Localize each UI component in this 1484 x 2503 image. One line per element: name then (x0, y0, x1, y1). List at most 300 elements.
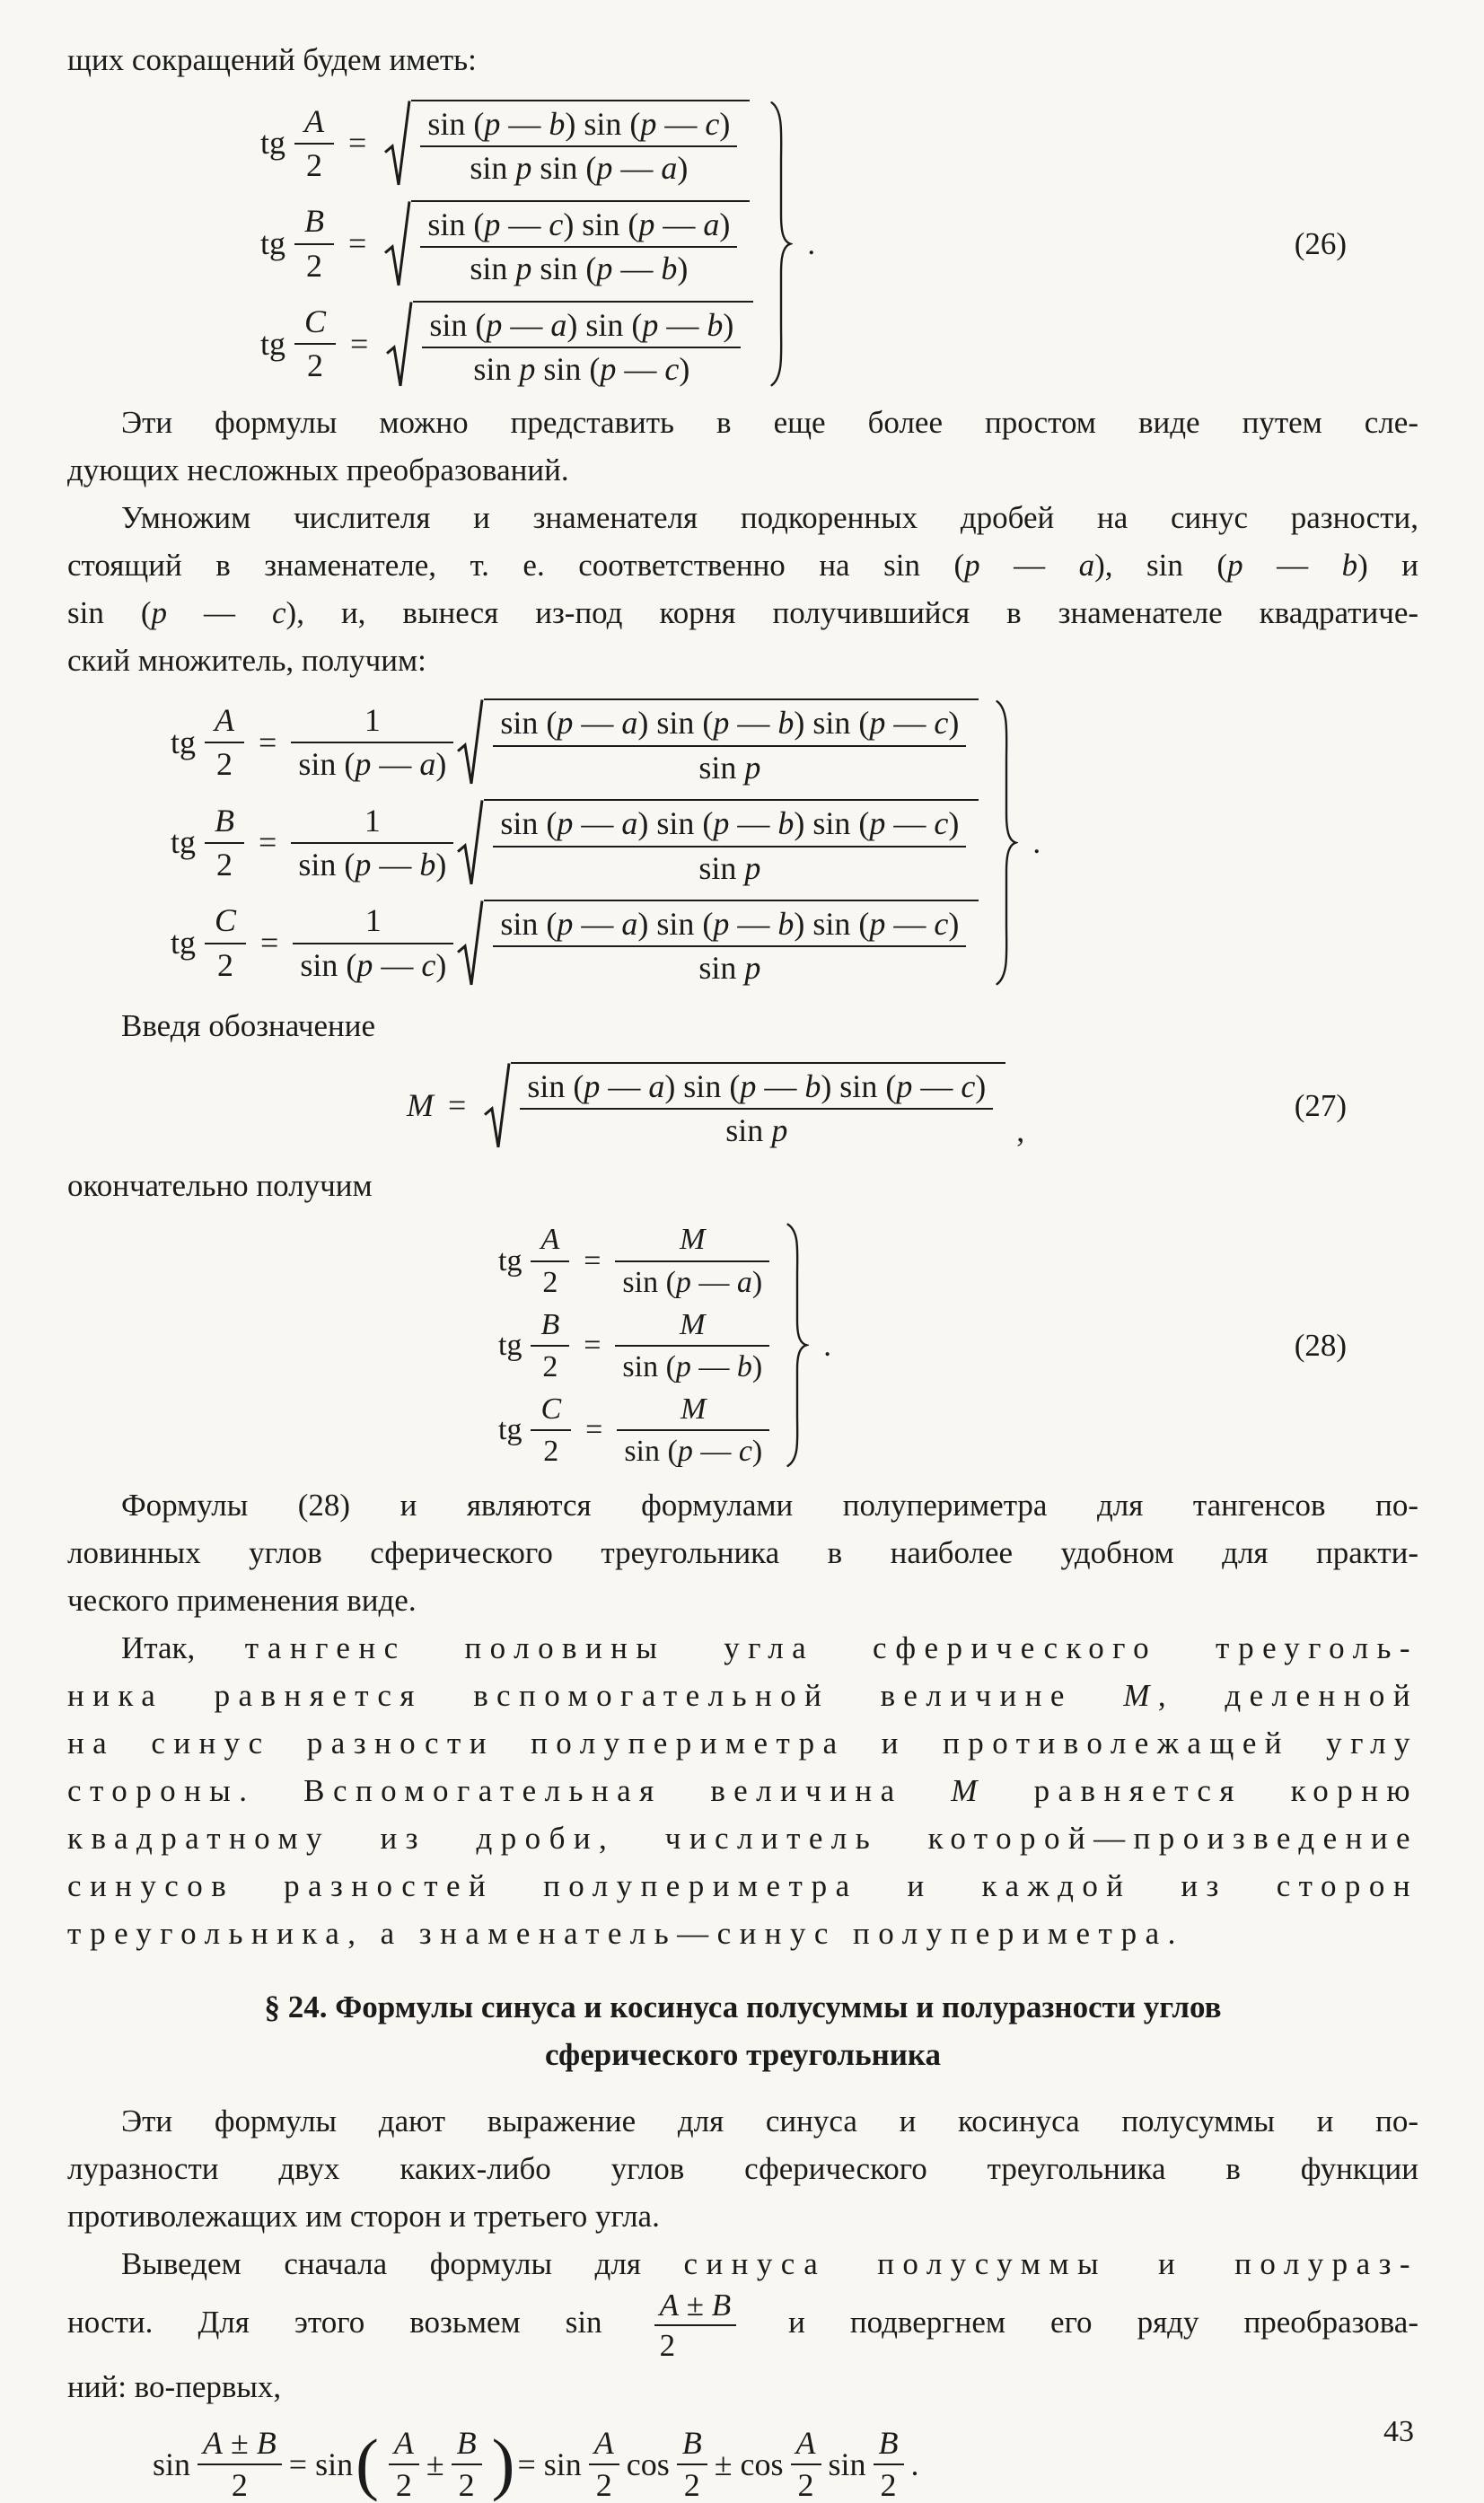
fraction (205, 902, 246, 984)
fraction (291, 702, 453, 784)
math-var: M (681, 1392, 707, 1426)
math-var: p (151, 595, 167, 631)
math-var: p (355, 746, 372, 783)
math-var: p (355, 847, 372, 883)
numerator: sin (p — a) sin (p — b) sin (p — c) (493, 906, 966, 947)
text-line (67, 494, 1418, 541)
math-var: c (934, 805, 949, 842)
denominator: sin p sin (p — a) (470, 150, 689, 187)
paragraph-itak-spaced (67, 1624, 1418, 1957)
equation-row (171, 799, 979, 887)
denominator: sin p sin (p — c) (473, 350, 690, 387)
text-run: ний: во-первых, (67, 2369, 282, 2405)
comma: , (1016, 1112, 1025, 1149)
numerator: C (294, 303, 336, 345)
math-var: b (707, 306, 724, 343)
text-run: ± cos (714, 2446, 784, 2482)
math-var: b (804, 1067, 821, 1104)
fraction (420, 106, 737, 188)
denominator: sin p (698, 950, 761, 987)
equation-block-27 (67, 1062, 1418, 1150)
text-line (67, 1719, 1418, 1767)
text-line (67, 36, 1418, 83)
math-var: M (680, 1223, 706, 1257)
text-run: на синус разности полупериметра и противолежащей углу (67, 1726, 1418, 1761)
math-var: b (549, 106, 566, 142)
fraction (520, 1068, 993, 1150)
equals-sign: = (348, 224, 367, 261)
math-var: b (736, 1349, 752, 1383)
math-var: c (664, 350, 680, 387)
denominator: sin (p — b) (622, 1349, 763, 1383)
numerator (615, 1222, 769, 1261)
paragraph-formulas28 (67, 1481, 1418, 1624)
math-var: p (896, 1067, 913, 1104)
math-var: B (878, 2425, 899, 2462)
denominator: 2 (458, 2466, 475, 2503)
math-var: b (1341, 548, 1358, 584)
paragraph-introducing (67, 1002, 1418, 1050)
text-run: . (910, 2446, 919, 2482)
math-var: p (356, 946, 373, 983)
text-run: ника равняется вспомогательной величине М, деленной (67, 1678, 1418, 1714)
denominator: 2 (217, 946, 234, 983)
equation-row (171, 900, 979, 988)
text-run: луразности двух каких-либо углов сферического треугольника в функции (67, 2151, 1418, 2187)
tg-function: tg (498, 1329, 522, 1363)
fraction (422, 307, 741, 389)
math-var: p (515, 250, 532, 287)
text-run: ческого применения виде. (67, 1583, 417, 1619)
numerator: B (205, 803, 244, 844)
text-run: Введя обозначение (121, 1007, 376, 1043)
denominator: 2 (595, 2466, 612, 2503)
math-var: p (713, 705, 730, 742)
text-line (67, 589, 1418, 637)
text-run: sin (828, 2446, 866, 2482)
math-var: М (951, 1773, 986, 1809)
radicand (511, 1062, 1005, 1150)
numerator: sin (p — a) sin (p — b) sin (p — c) (493, 705, 966, 746)
equals-sign: = (584, 1244, 602, 1278)
numerator: sin (p — a) sin (p — b) sin (p — c) (520, 1068, 993, 1110)
equation-row (260, 301, 753, 389)
text-line (67, 2363, 1418, 2411)
numerator (791, 2425, 821, 2464)
fraction (294, 303, 336, 385)
equation-row (260, 200, 753, 288)
radical-icon (457, 900, 484, 988)
numerator: sin (p — c) sin (p — a) (420, 206, 737, 248)
text-line (67, 1481, 1418, 1529)
denominator: sin (p — c) (624, 1434, 763, 1468)
text-line (67, 1984, 1418, 2032)
radicand (411, 100, 750, 188)
text-run: ловинных углов сферического треугольника в наиболее удобном для практи- (67, 1535, 1418, 1571)
text-line (67, 2032, 1418, 2079)
equation-stack (260, 100, 753, 388)
text-run: § 24. Формулы синуса и косинуса полусуммы и полуразности углов (264, 1989, 1222, 2025)
math-var: p (638, 206, 655, 242)
text-run: тангенс половины угла сферического треуголь- (244, 1630, 1418, 1666)
math-var: B (256, 2425, 277, 2462)
period: . (807, 225, 816, 261)
math-var: a (621, 805, 638, 842)
big-paren: ( (356, 2424, 379, 2502)
denominator: sin p (725, 1112, 788, 1149)
square-root (384, 100, 750, 188)
math-var: b (419, 847, 436, 883)
denominator: 2 (306, 146, 323, 183)
denominator: sin p (698, 849, 761, 886)
text-run: cos (626, 2446, 670, 2482)
numerator: 1 (291, 803, 453, 844)
right-brace-icon (786, 1222, 809, 1469)
text-line (67, 2240, 1418, 2288)
fraction (291, 803, 453, 884)
inline-fraction (874, 2425, 904, 2503)
square-root (457, 900, 979, 988)
math-var: p (1227, 548, 1243, 584)
text-run: треугольника, а знаменатель—синус полупериметра. (67, 1916, 1184, 1952)
math-var: p (515, 150, 532, 187)
denominator: sin (p — b) (298, 847, 447, 883)
text-run: противолежащих им сторон и третьего угла. (67, 2199, 660, 2235)
right-brace-icon (769, 100, 793, 388)
equation-row (407, 1062, 1024, 1150)
equation-block-middle (67, 698, 1418, 987)
numerator (677, 2425, 707, 2464)
equals-sign: = (259, 824, 277, 861)
numerator: 1 (291, 702, 453, 743)
text-line (67, 2097, 1418, 2145)
numerator: sin (p — b) sin (p — c) (420, 106, 737, 147)
radical-icon (457, 698, 484, 786)
denominator: 2 (307, 347, 324, 384)
denominator: 2 (880, 2466, 897, 2503)
math-var: c (421, 946, 436, 983)
inline-fraction (677, 2425, 707, 2503)
math-var: p (596, 150, 613, 187)
text-line (67, 1162, 1418, 1209)
fraction (531, 1222, 569, 1299)
math-var: p (484, 106, 501, 142)
math-var: B (711, 2288, 732, 2323)
math-var: p (642, 306, 659, 343)
text-run: синусов разностей полупериметра и каждой из сторон (67, 1868, 1418, 1904)
math-var: a (703, 206, 720, 242)
math-var: B (681, 2425, 702, 2462)
denominator: 2 (395, 2466, 412, 2503)
math-var: A (203, 2425, 224, 2462)
math-var: a (621, 705, 638, 742)
radicand (484, 698, 979, 786)
math-var: p (675, 1265, 691, 1299)
equation-final (153, 2425, 1418, 2503)
paragraph-these24 (67, 2097, 1418, 2240)
fraction (615, 1307, 769, 1384)
denominator: 2 (216, 847, 233, 883)
text-line (67, 1624, 1418, 1672)
denominator: sin (p — a) (298, 746, 447, 783)
text-run: стоящий в знаменателе, т. е. соответственно на sin (p — a), sin (p — b) и (67, 548, 1419, 584)
numerator: B (531, 1307, 569, 1347)
text-line (67, 1529, 1418, 1576)
numerator: A ± B (198, 2425, 282, 2464)
text-line (67, 1576, 1418, 1624)
fraction (293, 902, 453, 984)
text-run: квадратному из дроби, числитель которой—произведение (67, 1821, 1418, 1857)
denominator: 2 (306, 247, 323, 284)
math-var: p (713, 905, 730, 942)
inline-fraction (389, 2425, 419, 2503)
math-var: p (964, 548, 980, 584)
tg-function: tg (260, 125, 286, 162)
fraction (617, 1392, 769, 1469)
text-run: Эти формулы можно представить в еще более простом виде путем сле- (121, 405, 1418, 441)
period: . (1032, 825, 1041, 861)
text-line (67, 399, 1418, 446)
tg-function: tg (498, 1244, 522, 1278)
numerator: A (531, 1222, 569, 1261)
denominator: 2 (797, 2466, 814, 2503)
math-var: p (519, 350, 536, 387)
math-var: c (705, 106, 720, 142)
equals-sign: = (348, 125, 367, 162)
denominator: sin p (698, 749, 761, 786)
math-var: p (600, 350, 617, 387)
math-var: b (777, 905, 795, 942)
math-var: b (661, 250, 678, 287)
denominator: 2 (231, 2466, 248, 2503)
text-line (67, 637, 1418, 684)
numerator: sin (p — a) sin (p — b) sin (p — c) (493, 805, 966, 847)
math-var: b (777, 805, 795, 842)
text-run: и подвергнем его ряду преобразова- (743, 2305, 1418, 2341)
radical-icon (386, 301, 413, 389)
equation-stack (171, 698, 979, 987)
equation-label: (26) (1294, 225, 1347, 261)
square-root (457, 799, 979, 887)
radical-icon (384, 100, 411, 188)
fraction (420, 206, 737, 288)
numerator (615, 1307, 769, 1347)
text-line (67, 541, 1418, 589)
equation-row (498, 1222, 769, 1299)
inline-fraction (198, 2425, 282, 2503)
text-run: щих сокращений будем иметь: (67, 42, 477, 77)
fraction (531, 1307, 569, 1384)
page-number: 43 (1383, 2415, 1414, 2449)
text-run: sin (p — c), и, вынеся из-под корня получившийся в знаменателе квадратиче- (67, 595, 1419, 631)
text-run: стороны. Вспомогательная величина М равняется корню (67, 1773, 1418, 1809)
text-run: Эти формулы дают выражение для синуса и косинуса полусуммы и по- (121, 2103, 1418, 2139)
square-root (384, 200, 750, 288)
equals-sign: = (350, 325, 369, 362)
denominator: sin (p — c) (300, 946, 447, 983)
period: . (823, 1327, 831, 1363)
numerator: A ± B (654, 2288, 737, 2326)
inline-fraction (589, 2425, 619, 2503)
text-run: Итак, (121, 1630, 245, 1666)
equals-sign: = (259, 724, 277, 760)
denominator: 2 (542, 1265, 558, 1299)
math-var: A (593, 2425, 614, 2462)
text-run: Формулы (28) и являются формулами полупериметра для тангенсов по- (121, 1488, 1418, 1524)
fraction (493, 705, 966, 786)
numerator: A (205, 702, 244, 743)
text-run: синуса полусуммы и полураз- (683, 2246, 1418, 2282)
math-var: A (659, 2288, 679, 2323)
math-var: p (584, 1067, 601, 1104)
math-var: p (869, 905, 886, 942)
text-run: ский множитель, получим: (67, 643, 426, 679)
text-line (67, 1672, 1418, 1719)
math-var: a (648, 1067, 665, 1104)
fraction (493, 906, 966, 988)
math-var: p (484, 206, 501, 242)
math-var: c (272, 595, 286, 631)
equation-block-28 (67, 1222, 1418, 1469)
math-var: a (550, 306, 567, 343)
equation-label: (28) (1294, 1327, 1347, 1363)
radical-icon (484, 1062, 511, 1150)
equation-row (260, 100, 753, 188)
text-run: = sin (517, 2446, 582, 2482)
math-var: a (1078, 548, 1095, 584)
text-line (67, 446, 1418, 494)
text-line (67, 2288, 1418, 2363)
numerator: sin (p — a) sin (p — b) (422, 307, 741, 348)
radicand (411, 200, 750, 288)
math-var: A (795, 2425, 816, 2462)
text-line (67, 1767, 1418, 1814)
equation-label: (27) (1294, 1087, 1347, 1123)
numerator (452, 2425, 482, 2464)
math-var: c (934, 705, 949, 742)
paragraph-these (67, 399, 1418, 494)
inline-fraction (452, 2425, 482, 2503)
fraction (294, 203, 334, 285)
math-var: c (549, 206, 564, 242)
denominator: 2 (216, 746, 233, 783)
math-var: p (557, 805, 574, 842)
tg-function: tg (171, 824, 197, 861)
fraction (531, 1392, 571, 1469)
math-var: p (486, 306, 503, 343)
numerator: A (294, 103, 334, 145)
numerator (874, 2425, 904, 2464)
fraction (205, 803, 244, 884)
math-var: c (934, 905, 949, 942)
denominator: sin (p — a) (622, 1265, 763, 1299)
math-var: p (869, 805, 886, 842)
text-run: sin (153, 2446, 191, 2482)
equals-sign: = (448, 1086, 467, 1123)
square-root (386, 301, 753, 389)
fraction (205, 702, 244, 784)
math-var: a (419, 746, 436, 783)
text-run: дующих несложных преобразований. (67, 452, 569, 488)
inline-fraction (791, 2425, 821, 2503)
numerator (589, 2425, 619, 2464)
math-var: p (596, 250, 613, 287)
numerator (617, 1392, 769, 1431)
math-var: p (677, 1434, 693, 1468)
text-line (67, 2145, 1418, 2192)
math-var: p (744, 749, 761, 786)
math-var: c (738, 1434, 752, 1468)
equation-row (498, 1392, 769, 1469)
text-run: сферического треугольника (544, 2037, 942, 2073)
denominator: 2 (543, 1434, 559, 1468)
math-var: a (661, 150, 678, 187)
math-var: p (640, 106, 657, 142)
tg-function: tg (260, 325, 286, 362)
numerator: B (294, 203, 334, 244)
math-var: p (771, 1112, 788, 1149)
text-run: Выведем сначала формулы для (121, 2246, 684, 2282)
equation-block-26 (67, 100, 1418, 388)
denominator: 2 (659, 2328, 676, 2364)
math-var: p (744, 950, 761, 987)
equation-row (171, 698, 979, 786)
radicand (484, 900, 979, 988)
square-root (457, 698, 979, 786)
tg-function: tg (260, 224, 286, 261)
numerator: C (531, 1392, 571, 1431)
text-run: окончательно получим (67, 1168, 373, 1204)
numerator: 1 (293, 902, 453, 944)
text-line (67, 1910, 1418, 1957)
radical-icon (384, 200, 411, 288)
equation-stack (498, 1222, 769, 1469)
math-var: p (557, 705, 574, 742)
text-run: ± (426, 2446, 444, 2482)
fraction (294, 103, 334, 185)
radical-icon (457, 799, 484, 887)
math-var: a (621, 905, 638, 942)
paragraph-finally (67, 1162, 1418, 1209)
fraction (615, 1222, 769, 1299)
equals-sign: = (584, 1329, 602, 1363)
math-var: b (777, 705, 795, 742)
inline-fraction (654, 2288, 737, 2363)
text-line (67, 1814, 1418, 1862)
text-run: = sin (288, 2446, 354, 2482)
math-var: p (557, 905, 574, 942)
math-var: p (744, 849, 761, 886)
math-var: a (736, 1265, 752, 1299)
text-line (67, 2192, 1418, 2240)
tg-function: tg (171, 724, 197, 760)
denominator: 2 (683, 2466, 700, 2503)
big-paren: ) (491, 2424, 515, 2502)
tg-function: tg (498, 1413, 522, 1447)
numerator: C (205, 902, 246, 944)
math-var: p (675, 1349, 691, 1383)
paragraph-derive (67, 2240, 1418, 2411)
paragraph-top (67, 36, 1418, 83)
numerator (389, 2425, 419, 2464)
M-symbol: M (407, 1086, 434, 1123)
math-var: c (961, 1067, 976, 1104)
text-run: Умножим числителя и знаменателя подкоренных дробей на синус разности, (121, 500, 1418, 536)
text-line (67, 1862, 1418, 1910)
denominator: sin p sin (p — b) (470, 250, 689, 287)
section-heading (67, 1984, 1418, 2079)
text-run: ности. Для этого возьмем sin (67, 2305, 647, 2341)
